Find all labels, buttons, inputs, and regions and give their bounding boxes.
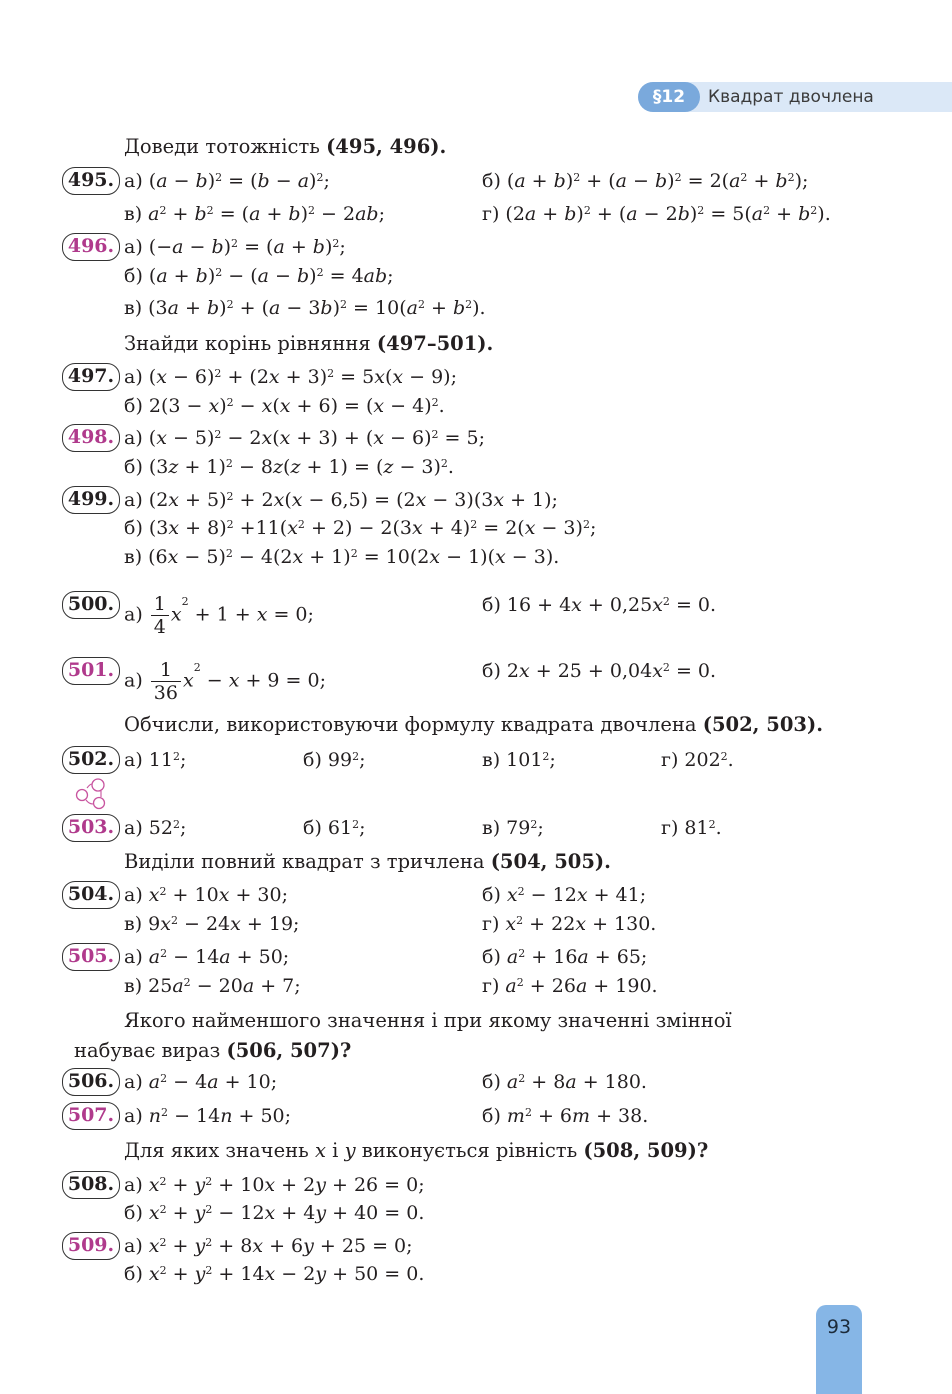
problem-item: г) $x^2 + 22x + 130$.	[482, 913, 657, 935]
problem-item: а) $(a - b)^2 = (b - a)^2$;	[124, 170, 330, 192]
intro-495-496: Доведи тотожність (495, 496).	[124, 135, 447, 158]
problem-item: б) $(3x + 8)^2 +11(x^2 + 2) - 2(3x + 4)^2 = 2(x - 3)^2$;	[124, 517, 597, 539]
problem-item: г) $202^2$.	[661, 749, 734, 771]
problem-number: 503.	[62, 814, 120, 842]
problem-item: а) $\frac{1}{36}$ $x^2 - x + 9 = 0$;	[124, 659, 326, 704]
intro-497-501: Знайди корінь рівняння (497–501).	[124, 332, 494, 355]
problem-item: а) $a^2 - 14a + 50$;	[124, 946, 290, 968]
problem-number: 495.	[62, 167, 120, 195]
problem-item: б) $x^2 + y^2 + 14x - 2y + 50 = 0$.	[124, 1263, 425, 1285]
problem-item: б) $m^2 + 6m + 38$.	[482, 1105, 649, 1127]
problem-item: в) $a^2 + b^2 = (a + b)^2 - 2ab$;	[124, 203, 385, 225]
problem-number: 506.	[62, 1068, 120, 1096]
problem-number: 507.	[62, 1102, 120, 1130]
problem-item: б) $(a + b)^2 - (a - b)^2 = 4ab$;	[124, 265, 394, 287]
problem-number: 501.	[62, 657, 120, 685]
problem-item: а) $x^2 + 10x + 30$;	[124, 884, 288, 906]
problem-item: а) $x^2 + y^2 + 10x + 2y + 26 = 0$;	[124, 1174, 425, 1196]
problem-item: б) $99^2$;	[303, 749, 366, 771]
problem-item: б) $(3z + 1)^2 - 8z(z + 1) = (z - 3)^2$.	[124, 456, 454, 478]
problem-item: в) $(6x - 5)^2 - 4(2x + 1)^2 = 10(2x - 1)(x - 3)$.	[124, 546, 560, 568]
intro-508-509: Для яких значень x і y виконується рівність (508, 509)?	[124, 1139, 709, 1162]
problem-number: 500.	[62, 591, 120, 619]
problem-item: б) $16 + 4x + 0,25x^2 = 0$.	[482, 594, 717, 616]
page-number: 93	[816, 1305, 862, 1394]
problem-number: 499.	[62, 486, 120, 514]
problem-item: г) $a^2 + 26a + 190$.	[482, 975, 658, 997]
problem-item: а) $(x - 5)^2 - 2x(x + 3) + (x - 6)^2 = 5$;	[124, 427, 486, 449]
problem-item: в) $79^2$;	[482, 817, 544, 839]
problem-item: б) $a^2 + 8a + 180$.	[482, 1071, 647, 1093]
group-work-icon	[72, 776, 110, 812]
problem-item: б) $x^2 + y^2 - 12x + 4y + 40 = 0$.	[124, 1202, 425, 1224]
problem-number: 509.	[62, 1232, 120, 1260]
problem-item: а) $a^2 - 4a + 10$;	[124, 1071, 278, 1093]
section-number: §12	[638, 82, 700, 112]
problem-item: б) $x^2 - 12x + 41$;	[482, 884, 647, 906]
problem-item: г) $(2a + b)^2 + (a - 2b)^2 = 5(a^2 + b^2)$.	[482, 203, 831, 225]
intro-504-505: Виділи повний квадрат з тричлена (504, 505).	[124, 850, 611, 873]
problem-number: 508.	[62, 1171, 120, 1199]
problem-item: б) $(a + b)^2 + (a - b)^2 = 2(a^2 + b^2)$;	[482, 170, 809, 192]
problem-number: 498.	[62, 424, 120, 452]
section-header	[638, 82, 952, 112]
problem-item: б) $2(3 - x)^2 - x(x + 6) = (x - 4)^2$.	[124, 395, 445, 417]
problem-item: а) $x^2 + y^2 + 8x + 6y + 25 = 0$;	[124, 1235, 413, 1257]
problem-item: а) $\frac{1}{4}$ $x^2 + 1 + x = 0$;	[124, 593, 314, 638]
problem-item: в) $(3a + b)^2 + (a - 3b)^2 = 10(a^2 + b^2)$.	[124, 297, 486, 319]
problem-item: а) $n^2 - 14n + 50$;	[124, 1105, 292, 1127]
problem-number: 497.	[62, 363, 120, 391]
section-title: Квадрат двочлена	[708, 87, 874, 107]
problem-item: в) $101^2$;	[482, 749, 556, 771]
problem-item: в) $25a^2 - 20a + 7$;	[124, 975, 301, 997]
problem-number: 505.	[62, 943, 120, 971]
problem-item: а) $(2x + 5)^2 + 2x(x - 6,5) = (2x - 3)(3x + 1)$;	[124, 489, 558, 511]
problem-item: в) $9x^2 - 24x + 19$;	[124, 913, 300, 935]
problem-item: г) $81^2$.	[661, 817, 722, 839]
intro-506-507-line2: набуває вираз (506, 507)?	[74, 1039, 352, 1062]
problem-number: 502.	[62, 746, 120, 774]
intro-506-507-line1: Якого найменшого значення і при якому значенні змінної	[124, 1009, 732, 1032]
problem-item: б) $a^2 + 16a + 65$;	[482, 946, 648, 968]
problem-item: а) $11^2$;	[124, 749, 187, 771]
problem-item: а) $52^2$;	[124, 817, 187, 839]
problem-number: 496.	[62, 233, 120, 261]
intro-502-503: Обчисли, використовуючи формулу квадрата двочлена (502, 503).	[124, 713, 823, 736]
problem-item: б) $2x + 25 + 0,04x^2 = 0$.	[482, 660, 717, 682]
problem-item: а) $(x - 6)^2 + (2x + 3)^2 = 5x(x - 9)$;	[124, 366, 457, 388]
problem-item: а) $(-a - b)^2 = (a + b)^2$;	[124, 236, 346, 258]
problem-number: 504.	[62, 881, 120, 909]
problem-item: б) $61^2$;	[303, 817, 366, 839]
